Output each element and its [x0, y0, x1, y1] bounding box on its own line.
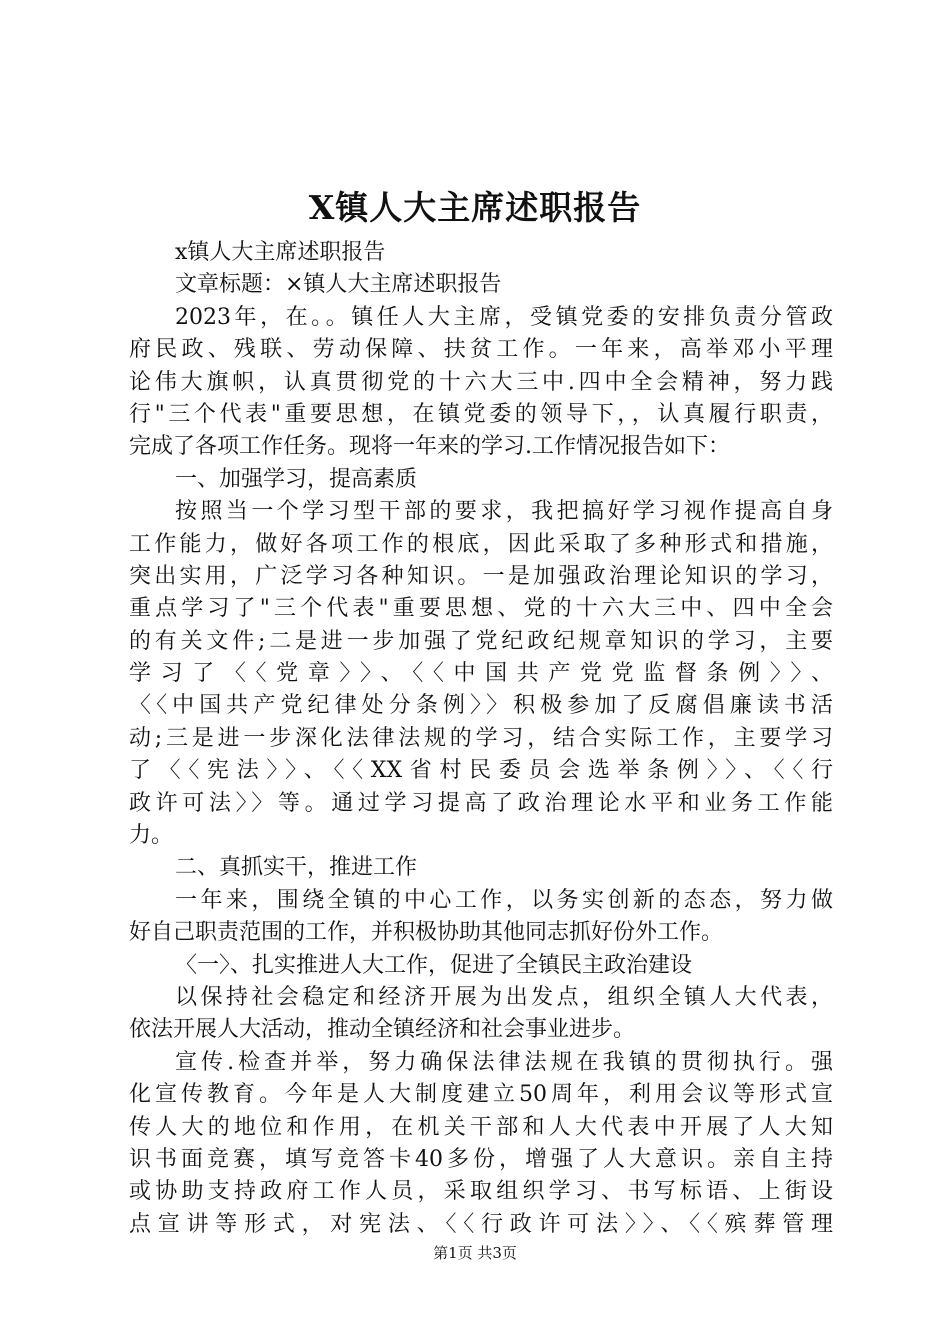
text-line: 文章标题：×镇人大主席述职报告	[175, 272, 502, 298]
text-line: 行"三个代表"重要思想，在镇党委的领导下，，认真履行职责，	[129, 401, 833, 427]
text-line: 论伟大旗帜，认真贯彻党的十六大三中.四中全会精神，努力践	[129, 369, 833, 395]
text-line: 重点学习了"三个代表"重要思想、党的十六大三中、四中全会	[129, 596, 833, 622]
document-title: X镇人大主席述职报告	[308, 188, 642, 227]
text-line: 了〈〈宪法〉〉、〈〈XX省村民委员会选举条例〉〉、〈〈行	[129, 758, 833, 784]
text-line: 完成了各项工作任务。现将一年来的学习.工作情况报告如下：	[129, 434, 730, 460]
text-line: 2023年，在。。镇任人大主席，受镇党委的安排负责分管政	[175, 304, 833, 330]
text-line: 力。	[129, 823, 174, 849]
text-line: 或协助支持政府工作人员，采取组织学习、书写标语、上街设	[129, 1179, 833, 1205]
text-line: x镇人大主席述职报告	[175, 240, 386, 265]
text-line: 传人大的地位和作用，在机关干部和人大代表中开展了人大知	[129, 1114, 833, 1140]
text-line: 依法开展人大活动，推动全镇经济和社会事业进步。	[129, 1017, 636, 1043]
text-line: 好自己职责范围的工作，并积极协助其他同志抓好份外工作。	[129, 920, 724, 946]
text-line: 宣传.检查并举，努力确保法律法规在我镇的贯彻执行。强	[175, 1049, 833, 1075]
text-line: 点宣讲等形式，对宪法、〈〈行政许可法〉〉、〈〈殡葬管理	[129, 1211, 833, 1237]
text-line: 一年来，围绕全镇的中心工作，以务实创新的态态，努力做	[175, 887, 833, 913]
text-line: 〈〈中国共产党纪律处分条例〉〉积极参加了反腐倡廉读书活	[129, 693, 833, 719]
text-line: 一、加强学习，提高素质	[175, 466, 418, 492]
text-line: 按照当一个学习型干部的要求，我把搞好学习视作提高自身	[175, 499, 833, 525]
text-line: 工作能力，做好各项工作的根底，因此采取了多种形式和措施，	[129, 531, 833, 557]
text-line: 动;三是进一步深化法律法规的学习，结合实际工作，主要学习	[129, 725, 833, 751]
text-line: 以保持社会稳定和经济开展为出发点，组织全镇人大代表，	[175, 984, 833, 1010]
text-line: 化宣传教育。今年是人大制度建立50周年，利用会议等形式宣	[129, 1082, 833, 1108]
text-line: 识书面竞赛，填写竞答卡40多份，增强了人大意识。亲自主持	[129, 1146, 833, 1172]
text-line: 政许可法〉〉等。通过学习提高了政治理论水平和业务工作能	[129, 790, 833, 816]
text-line: 突出实用，广泛学习各种知识。一是加强政治理论知识的学习，	[129, 563, 833, 589]
text-line: 的有关文件;二是进一步加强了党纪政纪规章知识的学习，主要	[129, 628, 833, 654]
text-line: 〈一〉、扎实推进人大工作，促进了全镇民主政治建设	[175, 952, 693, 978]
text-line: 学习了〈〈党章〉〉、〈〈中国共产党党监督条例〉〉、	[129, 661, 833, 687]
text-line: 二、真抓实干，推进工作	[175, 855, 418, 881]
page-footer: 第1页 共3页	[433, 1244, 517, 1262]
document-body	[129, 237, 833, 1241]
text-line: 府民政、残联、劳动保障、扶贫工作。一年来，高举邓小平理	[129, 337, 833, 363]
